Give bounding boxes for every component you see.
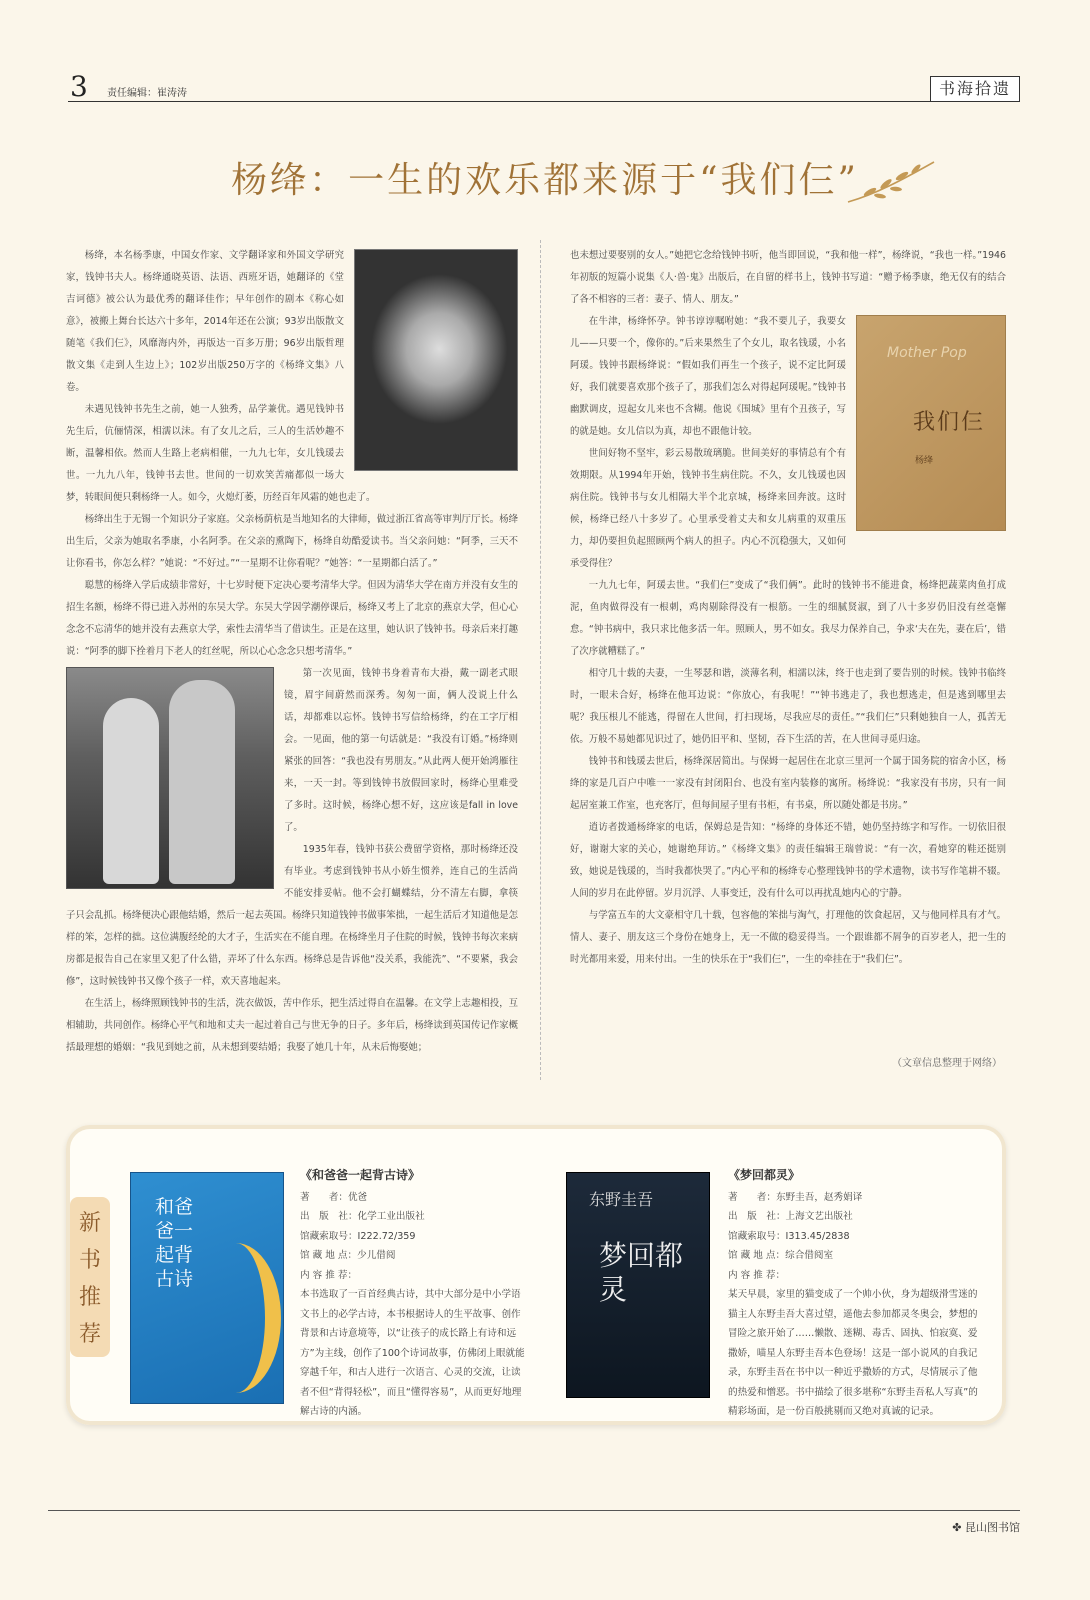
- book1-summary: 本书选取了一百首经典古诗，其中大部分是中小学语文书上的必学古诗，本书根据诗人的生平故事、创作背景和古诗意境等，以“让孩子的成长路上有诗和远方”为主线，创作了100个诗词故事，仿佛闭上眼就能穿越千年，和古人进行一次语言、心灵的交流，让读者不但“背得轻松”，而且“懂得容易”，从而更好地理解古诗的内涵。: [300, 1289, 525, 1417]
- article-paragraph: 与学富五车的大文豪相守几十载，包容他的笨拙与淘气，打理他的饮食起居，又与他同样具有才气。情人、妻子、朋友这三个身份在她身上，无一不做的稳妥得当。一个跟谁都不屑争的百岁老人，把一生的时光都用来爱，用来付出。一生的快乐在于“我们仨”，一生的牵挂在于“我们仨”。: [570, 910, 1006, 965]
- source-note: （文章信息整理于网络）: [892, 1058, 1002, 1069]
- library-logo: ✤ 昆山图书馆: [952, 1521, 1020, 1534]
- article-right-column: [570, 245, 1006, 971]
- book1-title: 《和爸爸一起背古诗》: [300, 1168, 421, 1182]
- yang-jiang-portrait-photo: [354, 249, 518, 471]
- article-paragraph: 1935年春，钱钟书获公费留学资格，那时杨绛还没有毕业。考虑到钱钟书从小娇生惯养，连自己的生活尚不能安排妥帖。他不会打蝴蝶结，分不清左右脚，拿筷子只会乱抓。杨绛便决心跟他结婚，然后一起去英国。杨绛只知道钱钟书做事笨拙，一起生活后才知道他是怎样的笨，怎样的拙。这位满腹经纶的大才子，生活实在不能自理。在杨绛坐月子住院的时候，钱钟书每次来病房都是报告自己在家里又犯了什么错，弄坏了什么东西。杨绛总是告诉他“没关系，我能洗”、“不要紧，我会修”，这时候钱钟书又像个孩子一样，欢天喜地起来。: [66, 844, 518, 987]
- book2-title: 《梦回都灵》: [728, 1168, 801, 1182]
- book1-publisher: 出 版 社：化学工业出版社: [300, 1211, 425, 1222]
- new-books-tab: [70, 1197, 110, 1357]
- tab-char: 荐: [78, 1322, 101, 1347]
- cover-title: 我们仨: [913, 410, 986, 435]
- book1-info: [300, 1166, 526, 1422]
- tab-char: 新: [78, 1211, 101, 1236]
- editor-credit: 责任编辑：崔涛涛: [107, 88, 187, 99]
- cover-latin-text: Mother Pop: [887, 345, 967, 361]
- article-paragraph: 聪慧的杨绛入学后成绩非常好，十七岁时便下定决心要考清华大学。但因为清华大学在南方并没有女生的招生名额，杨绛不得已进入苏州的东吴大学。东吴大学因学潮停课后，杨绛又考上了北京的燕京大学，但心心念念不忘清华的她并没有去燕京大学，索性去清华当了借读生。正是在这里，她认识了钱钟书。母亲后来打趣说：“阿季的脚下拴着月下老人的红丝呢，所以心心念念只想考清华。”: [66, 580, 518, 657]
- article-paragraph: 杨绛出生于无锡一个知识分子家庭。父亲杨荫杭是当地知名的大律师，做过浙江省高等审判厅厅长。杨绛出生后，父亲为她取名季康，小名阿季。在父亲的熏陶下，杨绛自幼酷爱读书。当父亲问她：“阿季，三天不让你看书，你怎么样？”她说：“不好过。”“一星期不让你看呢？”她答：“一星期都白活了。”: [66, 514, 518, 569]
- photo-figure-woman: [103, 698, 159, 884]
- moon-icon: [191, 1243, 281, 1393]
- book2-summary: 某天早晨，家里的猫变成了一个帅小伙，身为超级滑雪迷的猫主人东野圭吾大喜过望，遥他去参加都灵冬奥会，梦想的冒险之旅开始了……懒散、迷糊、毒舌、固执、怕寂寞、爱撒娇，喵星人东野圭吾本色登场！这是一部小说风的自我记录，东野圭吾在书中以一种近乎撒娇的方式，尽情展示了他的热爱和憎恶。书中描绘了很多堪称“东野圭吾私人写真”的精彩场面，是一份百般挑剔而又绝对真诚的记录。: [728, 1289, 978, 1417]
- article-paragraph: 一九九七年，阿瑗去世。“我们仨”变成了“我们俩”。此时的钱钟书不能进食，杨绛把蔬菜肉鱼打成泥，鱼肉做得没有一根刺，鸡肉剔除得没有一根筋。一生的细腻贤淑，到了八十多岁仍旧没有丝毫懈怠。“钟书病中，我只求比他多活一年。照顾人，男不如女。我尽力保养自己，争求‘夫在先，妻在后’，错了次序就糟糕了。”: [570, 580, 1006, 657]
- book2-author: 著 者：东野圭吾，赵秀娟译: [728, 1191, 863, 1203]
- book1-cover: [130, 1172, 284, 1404]
- book2-info: [728, 1166, 980, 1422]
- decorative-sprig-icon: [846, 158, 938, 206]
- article-paragraph: 杨绛，本名杨季康，中国女作家、文学翻译家和外国文学研究家，钱钟书夫人。杨绛通晓英语、法语、西班牙语，她翻译的《堂吉诃德》被公认为最优秀的翻译佳作；早年创作的剧本《称心如意》，被搬上舞台长达六十多年，2014年还在公演；93岁出版散文随笔《我们仨》，风靡海内外，再版达一百多万册；96岁出版哲理散文集《走到人生边上》；102岁出版250万字的《杨绛文集》八卷。: [66, 250, 344, 393]
- photo-figure-man: [169, 680, 235, 884]
- cover-author: 杨绛: [915, 456, 934, 466]
- column-divider: [540, 240, 541, 1080]
- article-paragraph: 在生活上，杨绛照顾钱钟书的生活，洗衣做饭，苦中作乐，把生活过得自在温馨。在文学上志趣相投，互相辅助，共同创作。杨绛心平气和地和丈夫一起过着自己与世无争的日子。多年后，杨绛读到英国传记作家概括最理想的婚姻：“我见到她之前，从未想到要结婚；我娶了她几十年，从未后悔娶她；: [66, 998, 518, 1053]
- article-paragraph: 未遇见钱钟书先生之前，她一人独秀，品学兼优。遇见钱钟书先生后，伉俪情深，相濡以沫。有了女儿之后，三人的生活妙趣不断，温馨相依。然而人生路上老病相催，一九九七年，女儿钱瑗去世。一九九八年，钱钟书去世。世间的一切欢笑苦痛都似一场大梦，转眼间便只剩杨绛一人。如今，火熄灯萎，历经百年风霜的她也走了。: [66, 404, 376, 503]
- library-name: 昆山图书馆: [965, 1521, 1020, 1534]
- women-three-book-cover: [856, 315, 1006, 531]
- tab-char: 推: [78, 1285, 101, 1310]
- article-paragraph: 相守几十载的夫妻，一生琴瑟和谐，淡薄名利，相濡以沫，终于也走到了要告别的时候。钱钟书临终时，一眼未合好，杨绛在他耳边说：“你放心，有我呢！”“钟书逃走了，我也想逃走，但是逃到哪里去呢？我压根儿不能逃，得留在人世间，打扫现场，尽我应尽的责任。”“我们仨”只剩她独自一人，孤苦无依。万般不易她都见识过了，她仍旧平和、坚韧，吞下生活的苦，在人世间寻觅归途。: [570, 668, 1006, 745]
- header-rule: [68, 101, 1020, 102]
- book1-cover-title: 和爸爸一起背古诗: [155, 1196, 194, 1290]
- book2-cover-author: 东野圭吾: [589, 1190, 654, 1209]
- book2-location: 馆 藏 地 点：综合借阅室: [728, 1250, 834, 1261]
- tab-char: 书: [78, 1248, 101, 1273]
- couple-photo: [66, 667, 274, 889]
- book2-summary-label: 内 容 推 荐：: [728, 1269, 786, 1281]
- article-paragraph: 也未想过要娶别的女人。”她把它念给钱钟书听，他当即回说，“我和他一样”，杨绛说，“我也一样。”1946年初版的短篇小说集《人·兽·鬼》出版后，在自留的样书上，钱钟书写道：“赠予杨季康，绝无仅有的结合了各不相容的三者：妻子、情人、朋友。”: [570, 250, 1006, 305]
- article-paragraph: 在牛津，杨绛怀孕。钟书谆谆嘱咐她：“我不要儿子，我要女儿——只要一个，像你的。”后来果然生了个女儿，取名钱瑗，小名阿瑗。钱钟书跟杨绛说：“假如我们再生一个孩子，说不定比阿瑗好，我们就要喜欢那个孩子了，那我们怎么对得起阿瑗呢。”钱钟书幽默调皮，逗起女儿来也不含糊。他说《围城》里有个丑孩子，写的就是她。女儿信以为真，却也不跟他计较。: [570, 316, 846, 437]
- page-number: 3: [70, 70, 88, 103]
- article-paragraph: 第一次见面，钱钟书身着青布大褂，戴一副老式眼镜，眉宇间蔚然而深秀。匆匆一面，俩人没说上什么话，却都难以忘怀。钱钟书写信给杨绛，约在工字厅相会。一见面，他的第一句话就是：“我没有订婚。”杨绛则紧张的回答：“我也没有男朋友。”从此两人便开始鸿雁往来，一天一封。等到钱钟书放假回家时，杨绛心里难受了多时。这时候，杨绛心想不好，这应该是fall in love 了。: [284, 668, 518, 833]
- article-title: 杨绛：一生的欢乐都来源于“我们仨”: [231, 160, 859, 201]
- article-paragraph: 世间好物不坚牢，彩云易散琉璃脆。世间美好的事情总有个有效期限。从1994年开始，钱钟书生病住院。不久，女儿钱瑗也因病住院。钱钟书与女儿相隔大半个北京城，杨绛来回奔波。这时候，杨绛已经八十多岁了。心里承受着丈夫和女儿病重的双重压力，却仍要担负起照顾两个病人的担子。内心不沉稳强大，又如何承受得住？: [570, 448, 846, 569]
- book1-location: 馆 藏 地 点：少儿借阅: [300, 1250, 396, 1261]
- book2-call-number: 馆藏索取号：I313.45/2838: [728, 1230, 850, 1242]
- article-left-column: [66, 245, 518, 1059]
- column-name: 书海拾遗: [930, 76, 1020, 102]
- book1-author: 著 者：优爸: [300, 1191, 368, 1203]
- book2-cover: [566, 1172, 710, 1398]
- book1-call-number: 馆藏索取号：I222.72/359: [300, 1230, 416, 1242]
- article-paragraph: 逍访者拨通杨绛家的电话，保姆总是告知：“杨绛的身体还不错，她仍坚持练字和写作。一切依旧很好，谢谢大家的关心，她谢绝拜访。”《杨绛文集》的责任编辑王瑞曾说：“有一次，看她穿的鞋还挺别致，她说是钱瑗的，当时我都快哭了。”内心平和的杨绛专心整理钱钟书的学术遗物，读书写作笔耕不辍。人间的岁月在此停留。岁月沉浮、人事变迁，没有什么可以再扰乱她内心的宁静。: [570, 822, 1006, 899]
- article-paragraph: 钱钟书和钱瑗去世后，杨绛深居简出。与保姆一起居住在北京三里河一个属于国务院的宿舍小区，杨绛的家是几百户中唯一一家没有封闭阳台、也没有室内装修的寓所。杨绛说：“我家没有书房，只有一间起居室兼工作室，也充客厅，但每间屋子里有书柜，有书桌，所以随处都是书房。”: [570, 756, 1006, 811]
- book2-publisher: 出 版 社：上海文艺出版社: [728, 1211, 853, 1222]
- book2-cover-title: 梦回都灵: [599, 1239, 684, 1306]
- book1-summary-label: 内 容 推 荐：: [300, 1269, 358, 1281]
- footer-rule: [48, 1510, 1020, 1511]
